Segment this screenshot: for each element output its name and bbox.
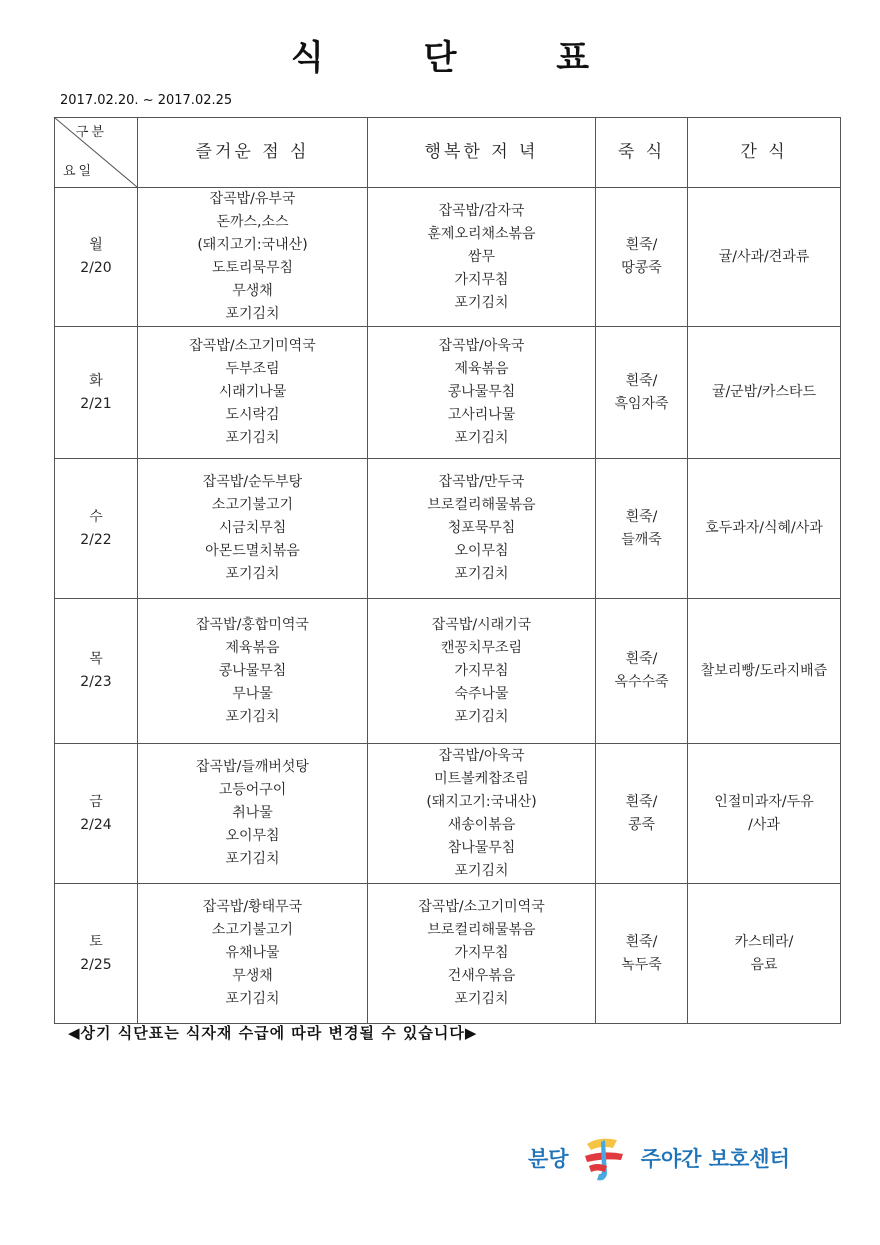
dinner-cell-line: 콩나물무침: [447, 384, 516, 400]
date-label: 2/22: [80, 531, 112, 548]
porridge-cell-line: 흑임자죽: [614, 395, 669, 412]
lunch-cell-line: 오이무침: [225, 828, 280, 844]
lunch-cell-line: 잡곡밥/홍합미역국: [196, 616, 309, 633]
dinner-cell-line: 브로컬리해물볶음: [427, 922, 536, 938]
menu-period: 2017.02.20. ~ 2017.02.25: [60, 93, 233, 108]
lunch-cell-line: 소고기불고기: [211, 922, 294, 938]
lunch-header: 즐거운 점 심: [138, 118, 368, 188]
porridge-cell-line: 땅콩죽: [621, 260, 662, 276]
snack-cell: [688, 327, 841, 459]
menu-table: [54, 117, 841, 1024]
porridge-cell: [596, 599, 688, 744]
weekday-label: 금: [89, 793, 103, 810]
snack-cell: [688, 744, 841, 884]
date-label: 2/24: [80, 816, 112, 833]
porridge-cell: [596, 744, 688, 884]
corner-label-day: 요일: [63, 164, 95, 179]
date-label: 2/21: [80, 395, 112, 412]
snack-cell-line: 찰보리빵/도라지배즙: [700, 662, 828, 679]
logo-text-left: 분당: [528, 1147, 569, 1171]
lunch-cell-line: 콩나물무침: [218, 662, 287, 679]
lunch-cell-line: 아몬드멸치볶음: [205, 543, 300, 559]
day-cell: [55, 459, 138, 599]
dinner-cell: [368, 744, 596, 884]
lunch-cell-line: 유채나물: [225, 945, 280, 961]
table-row: [55, 188, 841, 327]
corner-label-category: 구분: [75, 125, 107, 140]
lunch-cell-line: 취나물: [232, 805, 273, 821]
date-label: 2/20: [80, 260, 112, 276]
lunch-cell-line: 시래기나물: [218, 384, 287, 400]
lunch-cell-line: 무생채: [232, 283, 273, 299]
porridge-cell-line: 흰죽/: [625, 508, 658, 525]
lunch-cell-line: (돼지고기:국내산): [197, 237, 308, 253]
porridge-cell: [596, 188, 688, 327]
porridge-cell-line: 옥수수죽: [614, 674, 669, 690]
dinner-cell-line: 훈제오리채소볶음: [427, 225, 536, 242]
dinner-cell-line: 숙주나물: [454, 685, 509, 702]
dinner-cell-line: 포기김치: [454, 430, 509, 446]
dinner-cell-line: 잡곡밥/아욱국: [438, 338, 525, 354]
table-row: [55, 599, 841, 744]
table-row: [55, 884, 841, 1024]
corner-header-cell: [55, 118, 138, 188]
lunch-cell: [138, 744, 368, 884]
porridge-cell: [596, 327, 688, 459]
porridge-cell-line: 녹두죽: [621, 956, 662, 973]
lunch-cell-line: 돈까스,소스: [216, 214, 289, 230]
snack-cell-line: 호두과자/식혜/사과: [705, 520, 823, 536]
table-row: [55, 327, 841, 459]
lunch-cell-line: 잡곡밥/들깨버섯탕: [196, 759, 309, 775]
dinner-cell: [368, 327, 596, 459]
date-label: 2/23: [80, 674, 112, 690]
dinner-cell-line: 포기김치: [454, 862, 509, 879]
porridge-cell: [596, 884, 688, 1024]
dinner-cell-line: 건새우볶음: [447, 968, 516, 984]
porridge-cell-line: 흰죽/: [625, 933, 658, 950]
dinner-cell-line: 가지무침: [454, 662, 509, 679]
dinner-cell-line: 청포묵무침: [447, 520, 516, 536]
snack-cell: [688, 459, 841, 599]
weekday-label: 수: [89, 508, 103, 525]
dinner-cell: [368, 188, 596, 327]
lunch-cell-line: 포기김치: [225, 306, 280, 322]
lunch-cell-line: 잡곡밥/황태무국: [202, 899, 303, 915]
lunch-cell-line: 무생채: [232, 968, 273, 984]
lunch-cell: [138, 188, 368, 327]
lunch-cell-line: 잡곡밥/유부국: [209, 191, 296, 207]
lunch-cell-line: 고등어구이: [218, 782, 287, 798]
snack-cell-line: 귤/사과/견과류: [718, 248, 810, 265]
day-cell: [55, 884, 138, 1024]
day-cell: [55, 599, 138, 744]
dinner-cell-line: 잡곡밥/만두국: [438, 474, 525, 490]
dinner-cell-line: 고사리나물: [447, 407, 516, 423]
dinner-cell-line: 잡곡밥/소고기미역국: [418, 899, 545, 915]
lunch-cell-line: 도시락김: [225, 407, 280, 423]
dinner-header: 행복한 저 녁: [368, 118, 596, 188]
porridge-header: 죽 식: [596, 118, 688, 188]
day-cell: [55, 327, 138, 459]
dinner-cell-line: 포기김치: [454, 566, 509, 582]
porridge-cell-line: 흰죽/: [625, 651, 658, 667]
dinner-cell-line: 포기김치: [454, 294, 509, 311]
dinner-cell-line: 잡곡밥/아욱국: [438, 747, 525, 764]
snack-cell-line: 귤/군밤/카스타드: [711, 384, 817, 400]
day-cell: [55, 744, 138, 884]
table-row: [55, 459, 841, 599]
menu-body: [55, 188, 841, 1024]
lunch-cell: [138, 599, 368, 744]
lunch-cell-line: 제육볶음: [225, 639, 280, 656]
dinner-cell-line: 참나물무침: [447, 839, 516, 856]
porridge-cell-line: 콩죽: [627, 816, 656, 833]
dinner-cell-line: 잡곡밥/감자국: [438, 202, 525, 219]
lunch-cell-line: 잡곡밥/소고기미역국: [189, 338, 316, 354]
dinner-cell-line: (돼지고기:국내산): [426, 793, 537, 810]
center-logo: [528, 1128, 790, 1188]
porridge-cell-line: 흰죽/: [625, 793, 658, 810]
dinner-cell-line: 잡곡밥/시래기국: [431, 616, 532, 633]
dinner-cell: [368, 599, 596, 744]
table-row: [55, 744, 841, 884]
dinner-cell-line: 미트볼케찹조림: [434, 770, 529, 787]
lunch-cell-line: 포기김치: [225, 851, 280, 867]
snack-cell-line: 카스테라/: [734, 933, 794, 950]
lunch-cell-line: 소고기불고기: [211, 497, 294, 513]
dinner-cell-line: 새송이볶음: [447, 816, 516, 833]
date-label: 2/25: [80, 956, 112, 973]
dinner-cell-line: 포기김치: [454, 708, 509, 725]
dinner-cell-line: 캔꽁치무조림: [440, 639, 523, 656]
logo-text-right: 주야간 보호센터: [640, 1147, 790, 1171]
weekday-label: 월: [89, 237, 103, 253]
page-title: 식 단 표: [290, 38, 634, 78]
snack-cell-line: 인절미과자/두유: [714, 793, 814, 810]
header-row: [55, 118, 841, 188]
dinner-cell: [368, 884, 596, 1024]
snack-cell: [688, 884, 841, 1024]
lunch-cell-line: 포기김치: [225, 708, 280, 725]
snack-header: 간 식: [688, 118, 841, 188]
dinner-cell-line: 브로컬리해물볶음: [427, 497, 536, 513]
lunch-cell-line: 포기김치: [225, 566, 280, 582]
dinner-cell: [368, 459, 596, 599]
porridge-cell-line: 흰죽/: [625, 372, 658, 389]
lunch-cell-line: 도토리묵무침: [211, 260, 294, 276]
snack-cell: [688, 188, 841, 327]
snack-cell: [688, 599, 841, 744]
dinner-cell-line: 제육볶음: [454, 361, 509, 377]
weekday-label: 목: [89, 651, 103, 667]
lunch-cell: [138, 884, 368, 1024]
dinner-cell-line: 가지무침: [454, 271, 509, 288]
lunch-cell-line: 무나물: [232, 685, 273, 702]
dinner-cell-line: 오이무침: [454, 543, 509, 559]
lunch-cell-line: 두부조림: [225, 361, 280, 377]
lunch-cell: [138, 327, 368, 459]
dinner-cell-line: 포기김치: [454, 991, 509, 1007]
lunch-cell-line: 시금치무침: [218, 520, 287, 536]
porridge-cell-line: 들깨죽: [621, 531, 662, 548]
porridge-cell: [596, 459, 688, 599]
lunch-cell-line: 잡곡밥/순두부탕: [202, 474, 303, 490]
notice-text: ◀상기 식단표는 식자재 수급에 따라 변경될 수 있습니다▶: [68, 1024, 478, 1042]
dinner-cell-line: 쌈무: [467, 248, 496, 265]
dinner-cell-line: 가지무침: [454, 945, 509, 961]
lunch-cell-line: 포기김치: [225, 430, 280, 446]
lunch-cell-line: 포기김치: [225, 991, 280, 1007]
snack-cell-line: 음료: [750, 956, 778, 973]
center-emblem-icon: [577, 1130, 633, 1186]
weekday-label: 화: [89, 372, 103, 389]
lunch-cell: [138, 459, 368, 599]
day-cell: [55, 188, 138, 327]
porridge-cell-line: 흰죽/: [625, 237, 658, 253]
snack-cell-line: /사과: [748, 816, 780, 833]
weekday-label: 토: [89, 933, 103, 950]
